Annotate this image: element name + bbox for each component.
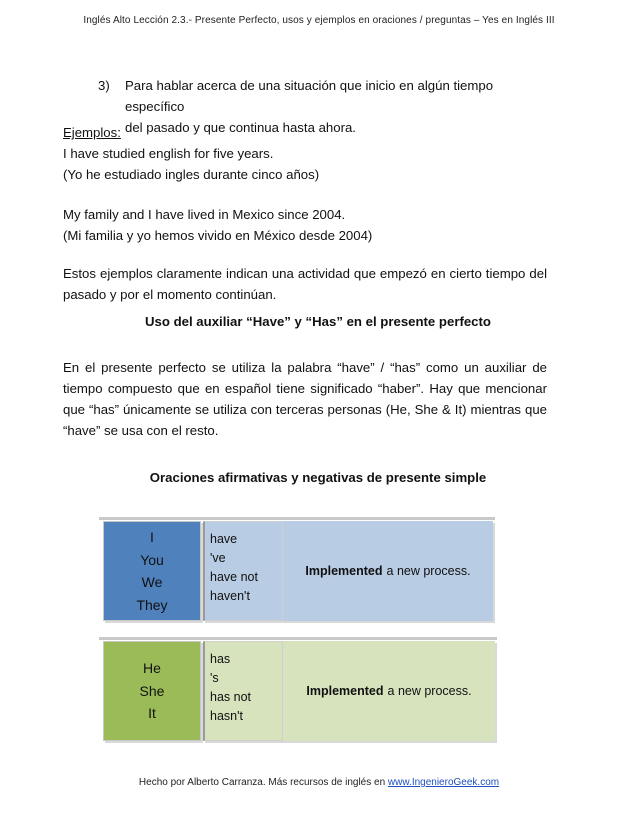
example-line: I have studied english for five years. [63,146,274,161]
example-line: (Yo he estudiado ingles durante cinco años) [63,167,320,182]
pronoun-cell [103,521,201,621]
point-line-2: del pasado y que continua hasta ahora. [125,120,356,135]
auxiliary-form: have not [210,570,258,584]
verb-object: a new process. [386,564,471,578]
auxiliary-cell [203,521,283,621]
numbered-point [98,75,553,138]
verb-keyword: Implemented [305,564,383,578]
paragraph: Estos ejemplos claramente indican una actividad que empezó en cierto tiempo del pasado y por el momento continúan. [63,266,547,302]
paragraph: En el presente perfecto se utiliza la palabra “have” / “has” como un auxiliar de tiempo compuesto que en español tiene significado “haber”. Hay que mencionar que “has” únicamente se utiliza con terceras personas (He, She & It) mientras que “have” se usa con el resto. [63,360,547,438]
pronoun: I [150,529,154,545]
verb-cell [283,641,495,741]
verb-cell [283,521,493,621]
point-number: 3) [98,78,110,93]
section-title: Uso del auxiliar “Have” y “Has” en el presente perfecto [145,314,491,329]
page-footer [0,777,638,788]
pronoun: It [148,705,156,722]
auxiliary-form: 's [210,671,219,685]
table-top-border [99,517,495,520]
footer-text: Hecho por Alberto Carranza. Más recursos de inglés en [138,777,388,788]
pronoun: She [139,682,165,699]
example-line: My family and I have lived in Mexico since 2004. [63,207,346,222]
page-header: Inglés Alto Lección 2.3.- Presente Perfecto, usos y ejemplos en oraciones / preguntas – Yes en Inglés III [83,15,555,26]
auxiliary-form: has [210,652,231,666]
auxiliary-form: 've [210,551,226,565]
pronoun: He [143,660,161,677]
auxiliary-form: haven't [210,589,250,603]
example-line: (Mi familia y yo hemos vivido en México desde 2004) [63,228,373,243]
footer-link[interactable]: www.IngenieroGeek.com [387,777,500,788]
section-title: Oraciones afirmativas y negativas de presente simple [149,470,487,485]
point-line-1: Para hablar acerca de una situación que inicio en algún tiempo específico [125,78,494,114]
table-top-border [99,637,497,640]
auxiliary-form: have [210,532,238,546]
examples-heading: Ejemplos: [63,125,121,140]
pronoun-cell [103,641,201,741]
pronoun: You [140,551,164,568]
pronoun: We [141,574,163,590]
auxiliary-form: has not [210,690,252,704]
auxiliary-form: hasn't [210,709,243,723]
pronoun: They [136,596,168,613]
auxiliary-cell [203,641,283,741]
verb-object: a new process. [387,684,472,698]
verb-keyword: Implemented [306,684,384,698]
